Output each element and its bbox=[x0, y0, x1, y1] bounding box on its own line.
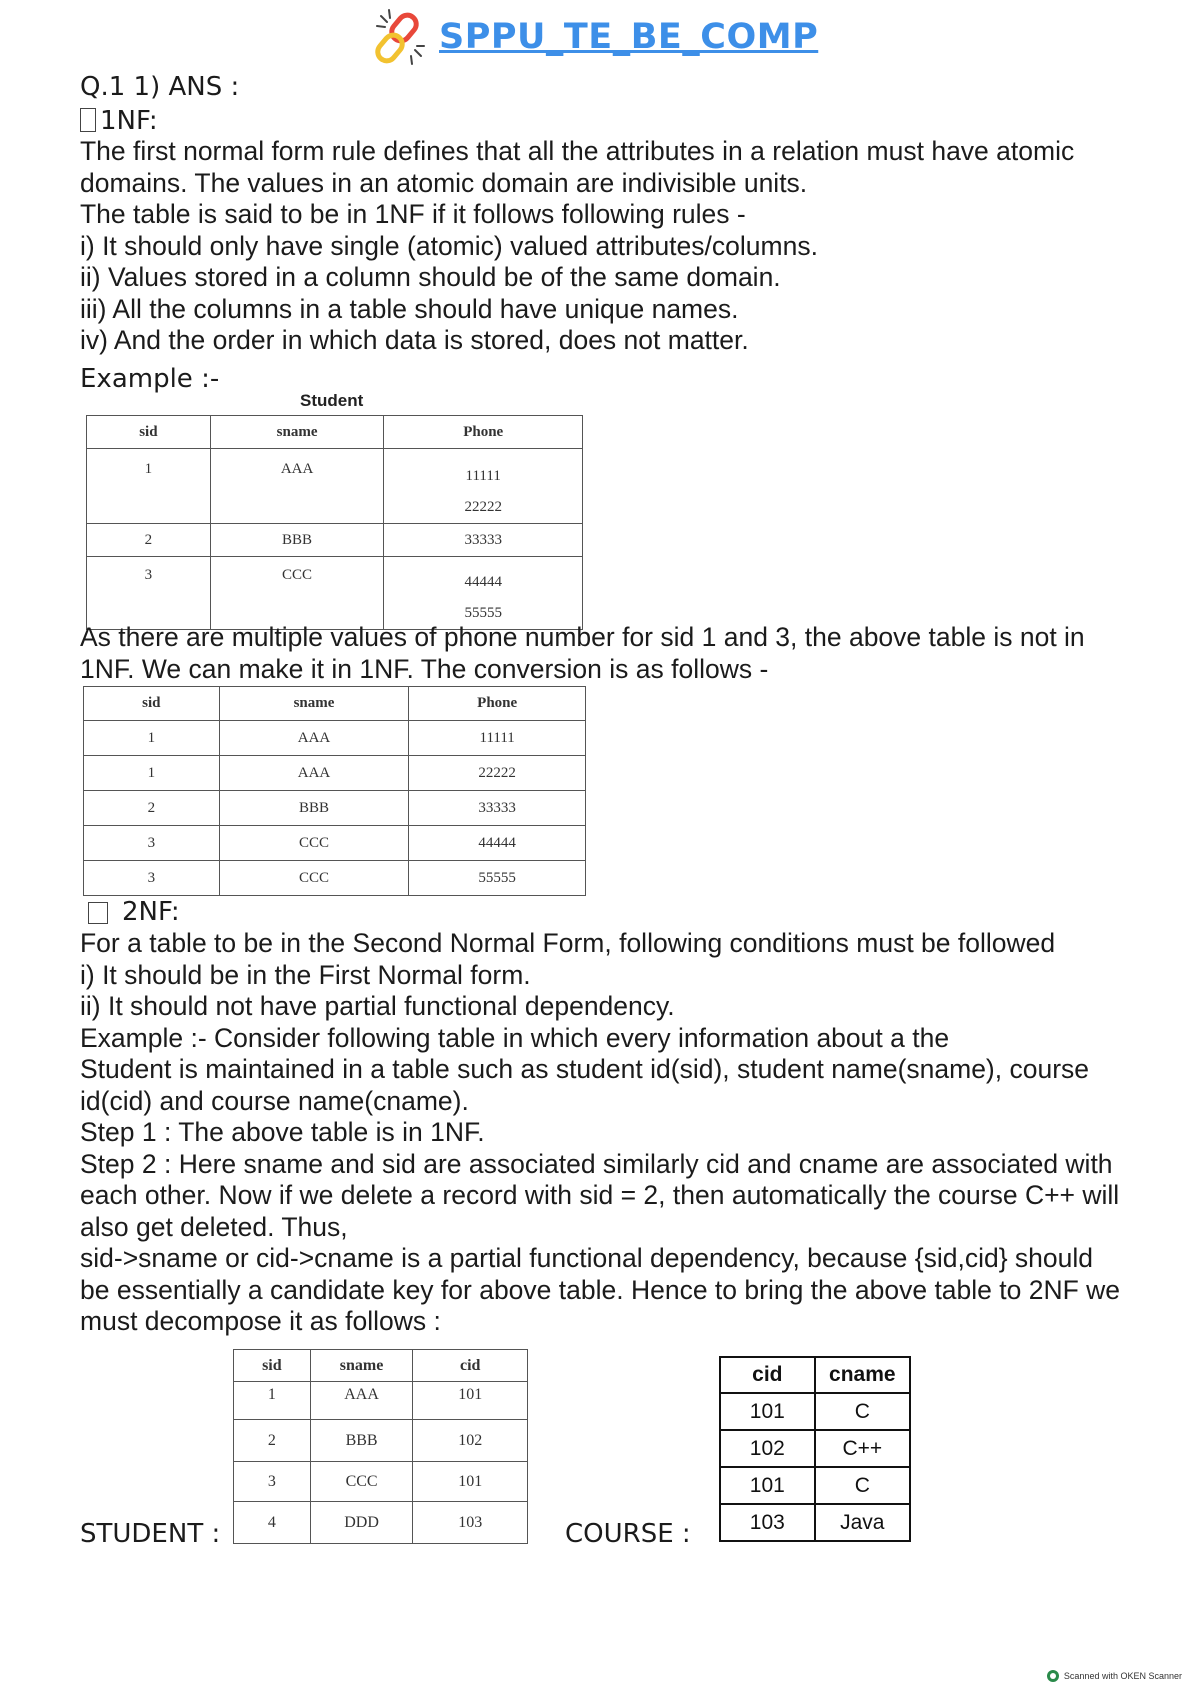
cell-phone: 33333 bbox=[384, 524, 583, 557]
column-header: cname bbox=[815, 1357, 910, 1393]
cell-sname: CCC bbox=[310, 1462, 413, 1502]
cell-sid: 1 bbox=[234, 1382, 311, 1420]
nf2-line: be essentially a candidate key for above table. Hence to bring the above table to 2NF we bbox=[80, 1274, 1121, 1305]
course-table bbox=[719, 1356, 911, 1542]
table-row bbox=[84, 861, 586, 896]
nf1-line: iii) All the columns in a table should have unique names. bbox=[80, 293, 739, 324]
scanner-text: Scanned with OKEN Scanner bbox=[1063, 1671, 1182, 1681]
cell-sname: CCC bbox=[210, 557, 384, 630]
cell-sid: 2 bbox=[84, 791, 220, 826]
nf1-line: domains. The values in an atomic domain are indivisible units. bbox=[80, 167, 808, 198]
cell-cname: C bbox=[815, 1393, 910, 1430]
cell-phone: 33333 bbox=[409, 791, 586, 826]
nf1-heading: 1NF: bbox=[80, 106, 158, 136]
column-header: sid bbox=[234, 1350, 311, 1382]
cell-cid: 101 bbox=[413, 1382, 528, 1420]
cell-sid: 2 bbox=[87, 524, 211, 557]
table-row bbox=[234, 1382, 528, 1420]
scanner-watermark bbox=[1046, 1669, 1182, 1683]
cell-cname: C bbox=[815, 1467, 910, 1504]
cell-sname: AAA bbox=[219, 721, 409, 756]
cell-cid: 101 bbox=[720, 1467, 815, 1504]
nf1-after-line: As there are multiple values of phone number for sid 1 and 3, the above table is not in bbox=[80, 622, 1085, 652]
cell-phone: 11111 bbox=[409, 721, 586, 756]
nf2-line: must decompose it as follows : bbox=[80, 1306, 441, 1336]
cell-sname: DDD bbox=[310, 1502, 413, 1544]
cell-phone: 55555 bbox=[409, 861, 586, 896]
nf1-after-text bbox=[80, 622, 1085, 685]
table-row bbox=[720, 1467, 910, 1504]
page-header bbox=[375, 6, 818, 68]
nf1-line: iv) And the order in which data is stored, does not matter. bbox=[80, 325, 749, 355]
cell-sname: AAA bbox=[219, 756, 409, 791]
column-header: Phone bbox=[409, 687, 586, 721]
student-label: STUDENT : bbox=[80, 1519, 221, 1549]
table-row bbox=[720, 1430, 910, 1467]
phone-value: 55555 bbox=[464, 605, 502, 621]
table-row bbox=[720, 1504, 910, 1541]
student-table-2nf bbox=[233, 1349, 528, 1544]
nf2-line: Step 1 : The above table is in 1NF. bbox=[80, 1117, 485, 1147]
nf2-line: i) It should be in the First Normal form. bbox=[80, 959, 531, 990]
nf1-line: i) It should only have single (atomic) valued attributes/columns. bbox=[80, 230, 818, 261]
column-header: sid bbox=[84, 687, 220, 721]
cell-sid: 1 bbox=[84, 721, 220, 756]
cell-cid: 102 bbox=[413, 1420, 528, 1462]
example-label: Example :- bbox=[80, 364, 220, 394]
table1-caption: Student bbox=[300, 391, 364, 410]
cell-phone bbox=[384, 557, 583, 630]
cell-sname: AAA bbox=[310, 1382, 413, 1420]
table-row bbox=[234, 1462, 528, 1502]
checkbox-icon bbox=[88, 902, 108, 924]
nf2-line: For a table to be in the Second Normal Form, following conditions must be followed bbox=[80, 928, 1056, 958]
cell-phone: 44444 bbox=[409, 826, 586, 861]
table-row bbox=[87, 524, 583, 557]
cell-sid: 1 bbox=[84, 756, 220, 791]
table-row bbox=[84, 756, 586, 791]
question-label: Q.1 1) ANS : bbox=[80, 72, 240, 102]
table-row bbox=[720, 1393, 910, 1430]
scanner-logo-icon bbox=[1046, 1669, 1060, 1683]
cell-sid: 3 bbox=[84, 861, 220, 896]
cell-sname: BBB bbox=[310, 1420, 413, 1462]
cell-sname: AAA bbox=[210, 449, 384, 524]
cell-sname: CCC bbox=[219, 861, 409, 896]
cell-cid: 102 bbox=[720, 1430, 815, 1467]
table-row bbox=[234, 1420, 528, 1462]
phone-value: 11111 bbox=[465, 468, 501, 484]
nf2-line: Student is maintained in a table such as student id(sid), student name(sname), course bbox=[80, 1054, 1090, 1084]
cell-sid: 3 bbox=[84, 826, 220, 861]
nf2-line: Example :- Consider following table in which every information about a the bbox=[80, 1022, 950, 1053]
nf2-line: id(cid) and course name(cname). bbox=[80, 1085, 469, 1116]
nf2-line: also get deleted. Thus, bbox=[80, 1211, 348, 1242]
phone-value: 22222 bbox=[464, 499, 502, 515]
bullet-box-icon bbox=[80, 108, 96, 132]
cell-phone bbox=[384, 449, 583, 524]
cell-sid: 3 bbox=[234, 1462, 311, 1502]
nf2-line: ii) It should not have partial functional dependency. bbox=[80, 991, 675, 1021]
nf2-line: each other. Now if we delete a record with sid = 2, then automatically the course C++ will bbox=[80, 1180, 1120, 1210]
column-header: cid bbox=[720, 1357, 815, 1393]
cell-sid: 4 bbox=[234, 1502, 311, 1544]
cell-cid: 103 bbox=[720, 1504, 815, 1541]
cell-cid: 101 bbox=[413, 1462, 528, 1502]
phone-value: 44444 bbox=[464, 574, 502, 590]
cell-sname: CCC bbox=[219, 826, 409, 861]
table-row bbox=[84, 826, 586, 861]
cell-cname: C++ bbox=[815, 1430, 910, 1467]
column-header: Phone bbox=[384, 416, 583, 449]
course-label: COURSE : bbox=[565, 1519, 691, 1549]
table-row bbox=[84, 791, 586, 826]
student-table-unnormalized bbox=[86, 415, 583, 630]
nf2-heading: 2NF: bbox=[88, 897, 180, 927]
table-row bbox=[87, 557, 583, 630]
cell-cname: Java bbox=[815, 1504, 910, 1541]
nf2-line: sid->sname or cid->cname is a partial functional dependency, because {sid,cid} should bbox=[80, 1243, 1094, 1273]
table-row bbox=[234, 1502, 528, 1544]
nf2-line: Step 2 : Here sname and sid are associated similarly cid and cname are associated with bbox=[80, 1148, 1113, 1179]
column-header: sname bbox=[219, 687, 409, 721]
table-row bbox=[87, 449, 583, 524]
nf1-body bbox=[80, 136, 1074, 357]
link-icon bbox=[375, 6, 425, 68]
table-row bbox=[84, 721, 586, 756]
column-header: cid bbox=[413, 1350, 528, 1382]
cell-cid: 101 bbox=[720, 1393, 815, 1430]
cell-sname: BBB bbox=[219, 791, 409, 826]
cell-phone: 22222 bbox=[409, 756, 586, 791]
nf1-line: ii) Values stored in a column should be of the same domain. bbox=[80, 262, 781, 292]
nf2-body bbox=[80, 928, 1120, 1338]
column-header: sname bbox=[310, 1350, 413, 1382]
column-header: sname bbox=[210, 416, 384, 449]
cell-sid: 3 bbox=[87, 557, 211, 630]
header-title[interactable]: SPPU_TE_BE_COMP bbox=[439, 17, 819, 57]
nf1-after-line: 1NF. We can make it in 1NF. The conversion is as follows - bbox=[80, 653, 769, 684]
cell-sid: 1 bbox=[87, 449, 211, 524]
student-table-1nf bbox=[83, 686, 586, 896]
nf1-line: The table is said to be in 1NF if it follows following rules - bbox=[80, 199, 746, 229]
nf1-line: The first normal form rule defines that all the attributes in a relation must have atomic bbox=[80, 136, 1075, 166]
cell-sid: 2 bbox=[234, 1420, 311, 1462]
cell-cid: 103 bbox=[413, 1502, 528, 1544]
column-header: sid bbox=[87, 416, 211, 449]
cell-sname: BBB bbox=[210, 524, 384, 557]
